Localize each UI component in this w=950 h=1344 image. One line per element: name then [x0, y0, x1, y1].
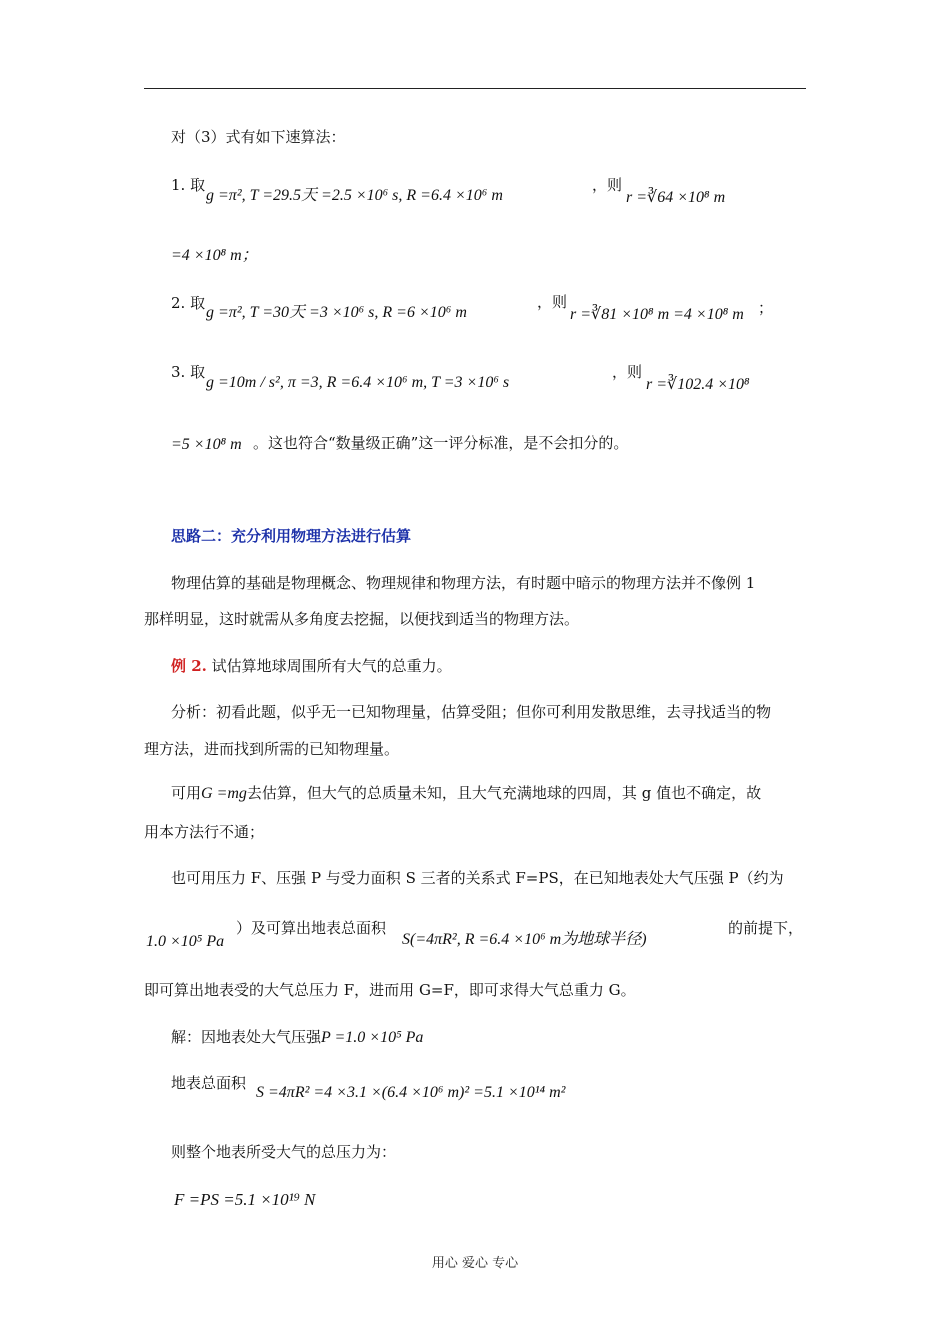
- paragraph-3a: [171, 783, 761, 804]
- formula-area: S =4πR² =4 ×3.1 ×(6.4 ×10⁶ m)² =5.1 ×10¹⁴ m²: [256, 1084, 566, 1101]
- paragraph-4a: 也可用压力 F、压强 P 与受力面积 S 三者的关系式 F=PS，在已知地表处大气压强 P（约为: [171, 869, 784, 887]
- formula-force: F =PS =5.1 ×10¹⁹ N: [174, 1190, 316, 1209]
- solution-line: [171, 1027, 423, 1048]
- method-3-result: r =∛102.4 ×10⁸: [646, 376, 750, 393]
- formula-p: P =1.0 ×10⁵ Pa: [321, 1029, 424, 1046]
- header-rule: [144, 88, 806, 89]
- paragraph-1b: 那样明显，这时就需从多角度去挖掘，以便找到适当的物理方法。: [144, 610, 580, 628]
- paragraph-3a-post: 去估算，但大气的总质量未知，且大气充满地球的四周，其 g 值也不确定，故: [246, 784, 762, 802]
- method-3-formula: g =10m / s², π =3, R =6.4 ×10⁶ m, T =3 ×10⁶ s: [206, 374, 510, 391]
- method-2-then: ，则: [537, 293, 568, 311]
- method-2-label: 2. 取: [171, 294, 206, 312]
- method-1-result: r =∛64 ×10⁸ m: [626, 189, 726, 206]
- formula-g-mg: G =mg: [201, 785, 247, 802]
- analysis-a: 分析：初看此题，似乎无一已知物理量，估算受阻；但你可利用发散思维，去寻找适当的物: [171, 703, 772, 721]
- page-footer: 用心 爱心 专心: [431, 1256, 519, 1271]
- analysis-b: 理方法，进而找到所需的已知物理量。: [144, 740, 400, 758]
- paragraph-4c: 即可算出地表受的大气总压力 F，进而用 G=F，即可求得大气总重力 G。: [144, 981, 636, 999]
- method-1-then: ，则: [592, 176, 623, 194]
- paragraph-1a: 物理估算的基础是物理概念、物理规律和物理方法，有时题中暗示的物理方法并不像例 1: [171, 574, 756, 592]
- method-1-formula: g =π², T =29.5天 =2.5 ×10⁶ s, R =6.4 ×10⁶ m: [206, 187, 503, 204]
- paragraph-3a-pre: 可用: [171, 784, 202, 802]
- total-force-label: 则整个地表所受大气的总压力为：: [171, 1143, 397, 1161]
- method-3-answer: =5 ×10⁸ m: [171, 436, 242, 453]
- method-2-result: r =∛81 ×10⁸ m =4 ×10⁸ m: [570, 306, 744, 323]
- example-2-text: 试估算地球周围所有大气的总重力。: [206, 657, 452, 675]
- area-label: 地表总面积: [171, 1074, 247, 1092]
- example-2: [171, 656, 452, 676]
- solution-pre: 解：因地表处大气压强: [171, 1028, 322, 1046]
- line-speed-method: 对（3）式有如下速算法：: [171, 128, 346, 146]
- formula-surface-area: S(=4πR², R =6.4 ×10⁶ m为地球半径): [402, 931, 647, 948]
- method-2-end: ；: [758, 299, 774, 317]
- formula-pressure: 1.0 ×10⁵ Pa: [146, 933, 225, 950]
- paragraph-4b-end: 的前提下，: [728, 919, 804, 937]
- method-2-formula: g =π², T =30天 =3 ×10⁶ s, R =6 ×10⁶ m: [206, 304, 467, 321]
- method-1-answer: =4 ×10⁸ m；: [171, 247, 258, 264]
- section-heading: 思路二：充分利用物理方法进行估算: [171, 527, 412, 545]
- paragraph-4b-mid: ）及可算出地表总面积: [236, 919, 387, 937]
- method-3-then: ，则: [612, 363, 643, 381]
- example-2-label: 例 2.: [171, 657, 207, 675]
- method-3-note: 。这也符合“数量级正确”这一评分标准，是不会扣分的。: [253, 434, 629, 452]
- method-1-label: 1. 取: [171, 176, 206, 194]
- method-3-label: 3. 取: [171, 363, 206, 381]
- paragraph-3b: 用本方法行不通；: [144, 823, 265, 841]
